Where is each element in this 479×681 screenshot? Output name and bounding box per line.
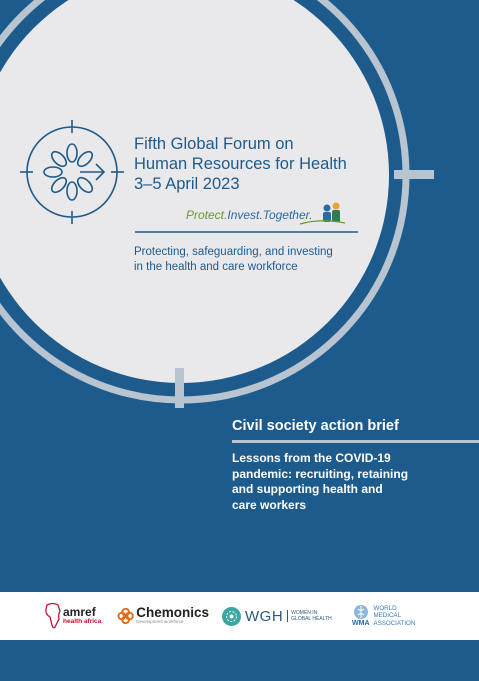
wma-line1: WORLD	[373, 604, 397, 612]
brief-subtitle	[232, 451, 472, 513]
wma-line2: MEDICAL	[373, 612, 402, 620]
forum-subtitle-line2: in the health and care workforce	[134, 261, 298, 273]
chemonics-flower-icon	[117, 607, 134, 625]
brief-subtitle-line2: pandemic: recruiting, retaining	[232, 466, 409, 481]
forum-title-line1: Fifth Global Forum on	[134, 135, 294, 153]
chemonics-logo	[117, 592, 209, 640]
tagline-protect: Protect.	[186, 208, 228, 222]
wgh-name: WGH	[245, 607, 284, 625]
brief-subtitle-line1: Lessons from the COVID-19	[232, 451, 391, 465]
tagline-invest: Invest.	[227, 208, 263, 222]
wma-abbr: WMA	[352, 620, 370, 628]
wgh-sub-line1: WOMEN IN	[291, 610, 318, 616]
title-divider	[232, 440, 479, 443]
wma-logo	[352, 592, 432, 640]
wgh-globe-icon	[221, 606, 242, 627]
chemonics-sub: Development workforce	[136, 619, 184, 624]
forum-subtitle-line1: Protecting, safeguarding, and investing	[134, 246, 333, 258]
brief-title: Civil society action brief	[232, 418, 399, 434]
wgh-sub-line2: GLOBAL HEALTH	[291, 616, 332, 622]
wma-emblem-icon	[353, 604, 369, 620]
brief-subtitle-line4: care workers	[232, 497, 307, 512]
tagline-together: Together.	[262, 208, 313, 222]
amref-logo	[44, 592, 106, 640]
forum-title	[134, 134, 347, 194]
forum-subtitle	[134, 245, 374, 275]
amref-name: amref	[63, 604, 96, 619]
forum-tagline	[186, 208, 313, 222]
brief-subtitle-line3: and supporting health and	[232, 482, 383, 496]
chemonics-name: Chemonics	[136, 605, 209, 620]
forum-title-line2: Human Resources for Health	[134, 155, 347, 173]
wma-line3: ASSOCIATION	[373, 619, 416, 627]
wgh-logo	[221, 592, 343, 640]
amref-sub: health africa	[63, 617, 102, 625]
partner-logos-strip	[0, 592, 479, 640]
forum-dates: 3–5 April 2023	[134, 175, 240, 193]
africa-map-icon	[44, 601, 62, 631]
